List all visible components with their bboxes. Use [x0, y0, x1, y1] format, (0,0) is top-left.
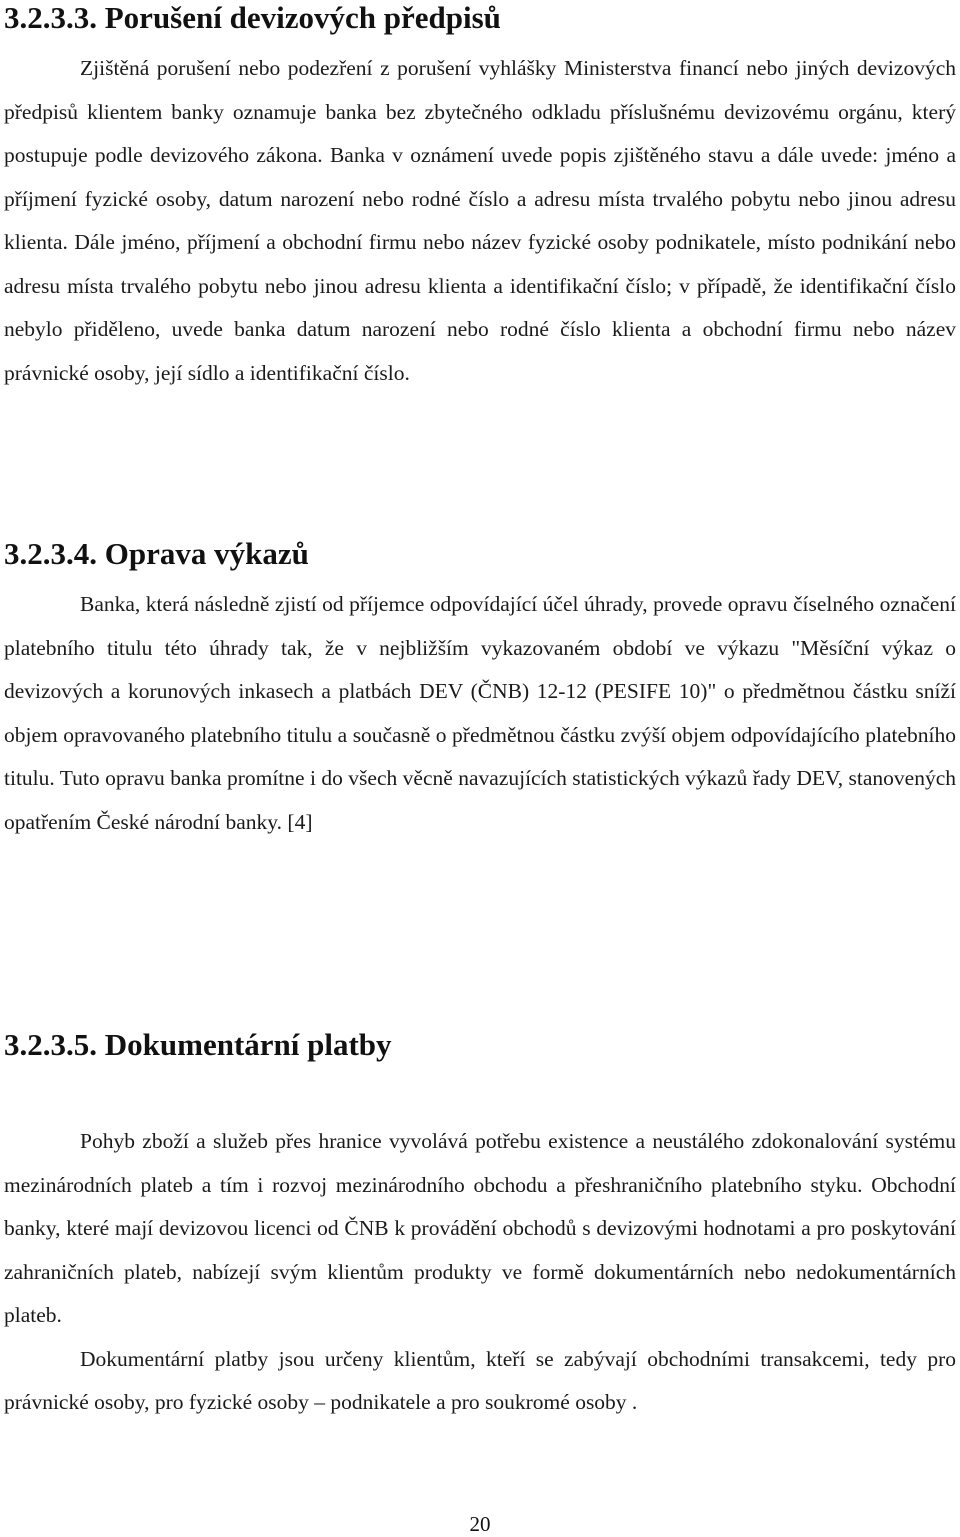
section-body-3 — [4, 1120, 956, 1425]
section-heading-porušení-devizových-předpisů: 3.2.3.3. Porušení devizových předpisů — [4, 0, 501, 35]
section-heading-oprava-výkazů: 3.2.3.4. Oprava výkazů — [4, 536, 309, 571]
paragraph: Zjištěná porušení nebo podezření z porušení vyhlášky Ministerstva financí nebo jiných devizových předpisů klientem banky oznamuje banka bez zbytečného odkladu příslušnému devizovému orgánu, který postupuje podle devizového zákona. Banka v oznámení uvede popis zjištěného stavu a dále uvede: jméno a příjmení fyzické osoby, datum narození nebo rodné číslo a adresu místa trvalého pobytu nebo jinou adresu klienta. Dále jméno, příjmení a obchodní firmu nebo název fyzické osoby podnikatele, místo podnikání nebo adresu místa trvalého pobytu nebo jinou adresu klienta a identifikační číslo; v případě, že identifikační číslo nebylo přiděleno, uvede banka datum narození nebo rodné číslo klienta a obchodní firmu nebo název právnické osoby, její sídlo a identifikační číslo. — [4, 56, 956, 385]
section-heading-dokumentární-platby: 3.2.3.5. Dokumentární platby — [4, 1027, 392, 1062]
page-number: 20 — [469, 1512, 491, 1536]
section-body-1 — [4, 47, 956, 395]
paragraph: Dokumentární platby jsou určeny klientům, kteří se zabývají obchodními transakcemi, tedy pro právnické osoby, pro fyzické osoby – podnikatele a pro soukromé osoby . — [4, 1346, 956, 1414]
paragraph: Banka, která následně zjistí od příjemce odpovídající účel úhrady, provede opravu číselného označení platebního titulu této úhrady tak, že v nejbližším vykazovaném období ve výkazu "Měsíční výkaz o devizových a korunových inkasech a platbách DEV (ČNB) 12-12 (PESIFE 10)" o předmětnou částku sníží objem opravovaného platebního titulu a současně o předmětnou částku zvýší objem odpovídajícího platebního titulu. Tuto opravu banka promítne i do všech věcně navazujících statistických výkazů řady DEV, stanovených opatřením České národní banky. [4] — [4, 592, 956, 834]
section-body-2 — [4, 583, 956, 844]
paragraph: Pohyb zboží a služeb přes hranice vyvolává potřebu existence a neustálého zdokonalování systému mezinárodních plateb a tím i rozvoj mezinárodního obchodu a přeshraničního platebního styku. Obchodní banky, které mají devizovou licenci od ČNB k provádění obchodů s devizovými hodnotami a pro poskytování zahraničních plateb, nabízejí svým klientům produkty ve formě dokumentárních nebo nedokumentárních plateb. — [4, 1129, 956, 1327]
